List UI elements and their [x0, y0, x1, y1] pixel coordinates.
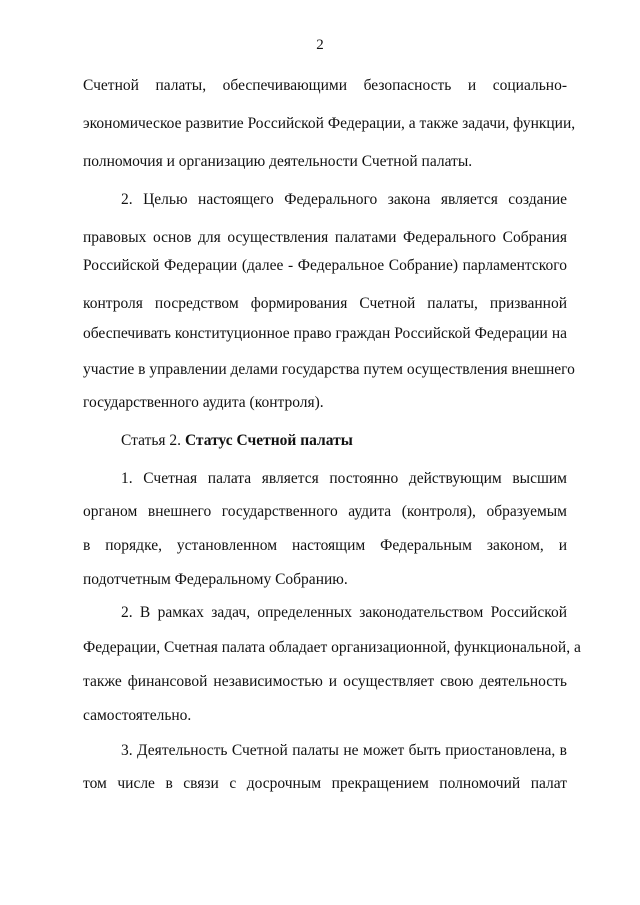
article-heading [121, 431, 567, 451]
paragraph-line: подотчетным Федеральному Собранию. [83, 571, 348, 588]
paragraph-line: органом внешнего государственного аудита (контроля), образуемым [83, 503, 567, 520]
paragraph-line: том числе в связи с досрочным прекращением полномочий палат [83, 775, 567, 792]
paragraph-line: экономическое развитие Российской Федерации, а также задачи, функции, [83, 115, 576, 132]
article-number: Статья 2. [121, 432, 182, 449]
article-title: Статус Счетной палаты [184, 432, 353, 449]
paragraph-line: Российской Федерации (далее - Федеральное Собрание) парламентского [83, 257, 567, 274]
paragraph-line: также финансовой независимостью и осуществляет свою деятельность [83, 673, 567, 690]
paragraph-line: 2. Целью настоящего Федерального закона является создание [121, 191, 567, 208]
paragraph-line: 3. Деятельность Счетной палаты не может быть приостановлена, в [121, 742, 567, 759]
paragraph-line: полномочия и организацию деятельности Счетной палаты. [83, 153, 473, 170]
paragraph-line: участие в управлении делами государства путем осуществления внешнего [83, 361, 575, 378]
paragraph-line: 2. В рамках задач, определенных законодательством Российской [121, 604, 567, 621]
paragraph-line: самостоятельно. [83, 707, 192, 724]
page-number: 2 [316, 37, 324, 53]
paragraph-line: в порядке, установленном настоящим Федеральным законом, и [83, 537, 567, 554]
paragraph-line: обеспечивать конституционное право граждан Российской Федерации на [83, 325, 567, 342]
paragraph-line: 1. Счетная палата является постоянно действующим высшим [121, 470, 567, 487]
paragraph-line: правовых основ для осуществления палатами Федерального Собрания [83, 229, 567, 246]
paragraph-line: государственного аудита (контроля). [83, 394, 324, 411]
paragraph-line: Федерации, Счетная палата обладает организационной, функциональной, а [83, 639, 581, 656]
paragraph-line: Счетной палаты, обеспечивающими безопасность и социально- [83, 77, 567, 94]
paragraph-line: контроля посредством формирования Счетной палаты, призванной [83, 295, 567, 312]
